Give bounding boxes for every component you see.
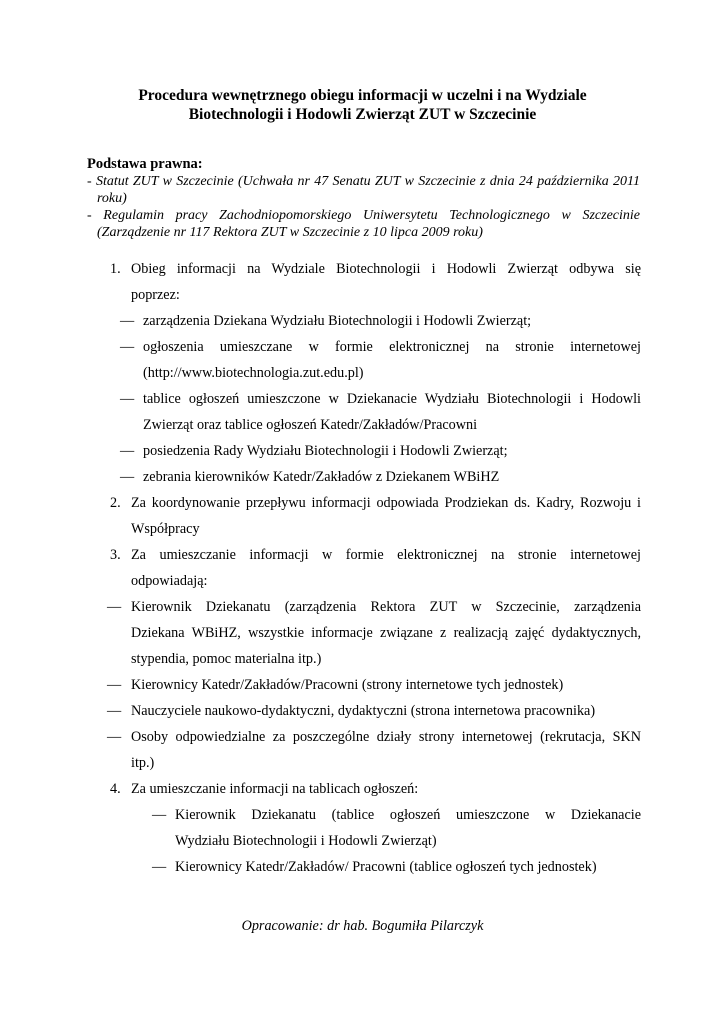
list-dash: — <box>152 859 167 875</box>
section-1-item-1: zarządzenia Dziekana Wydziału Biotechnologii i Hodowli Zwierząt; <box>143 313 532 329</box>
section-3-text-line-1: Za umieszczanie informacji w formie elektronicznej na stronie internetowej <box>131 547 641 563</box>
list-dash: — <box>120 391 135 407</box>
section-2-text-line-1: Za koordynowanie przepływu informacji odpowiada Prodziekan ds. Kadry, Rozwoju i <box>131 495 641 511</box>
section-1-item-2-line-1: ogłoszenia umieszczane w formie elektronicznej na stronie internetowej <box>143 339 641 355</box>
section-1-item-3-line-2: Zwierząt oraz tablice ogłoszeń Katedr/Zakładów/Pracowni <box>143 417 478 433</box>
title-line-1: Procedura wewnętrznego obiegu informacji w uczelni i na Wydziale <box>138 87 587 104</box>
legal-basis-heading: Podstawa prawna: <box>87 156 203 172</box>
title-line-2: Biotechnologii i Hodowli Zwierząt ZUT w Szczecinie <box>188 106 537 123</box>
section-4-number: 4. <box>110 781 121 797</box>
section-1-item-5: zebrania kierowników Katedr/Zakładów z Dziekanem WBiHZ <box>143 469 500 485</box>
section-4-item-1-line-2: Wydziału Biotechnologii i Hodowli Zwierząt) <box>175 833 437 849</box>
list-dash: — <box>107 703 122 719</box>
section-2-number: 2. <box>110 495 121 511</box>
section-3-number: 3. <box>110 547 121 563</box>
section-3-item-1-line-1: Kierownik Dziekanatu (zarządzenia Rektora ZUT w Szczecinie, zarządzenia <box>131 599 641 615</box>
section-4-item-1-line-1: Kierownik Dziekanatu (tablice ogłoszeń umieszczone w Dziekanacie <box>175 807 641 823</box>
legal-basis-item-statute: - Statut ZUT w Szczecinie (Uchwała nr 47 Senatu ZUT w Szczecinie z dnia 24 października 2011 roku) <box>87 174 640 206</box>
section-3-item-1-line-3: stypendia, pomoc materialna itp.) <box>131 651 322 667</box>
section-3-item-3: Nauczyciele naukowo-dydaktyczni, dydaktyczni (strona internetowa pracownika) <box>131 703 596 719</box>
section-1-number: 1. <box>110 261 121 277</box>
list-dash: — <box>107 677 122 693</box>
section-2-text-line-2: Współpracy <box>131 521 200 537</box>
section-1-item-4: posiedzenia Rady Wydziału Biotechnologii i Hodowli Zwierząt; <box>143 443 508 459</box>
section-1-text-line-2: poprzez: <box>131 287 180 303</box>
list-dash: — <box>107 729 122 745</box>
footer-author: Opracowanie: dr hab. Bogumiła Pilarczyk <box>241 918 484 934</box>
section-1-item-3-line-1: tablice ogłoszeń umieszczone w Dziekanacie Wydziału Biotechnologii i Hodowli <box>143 391 641 407</box>
section-3-item-4-line-2: itp.) <box>131 755 155 771</box>
legal-basis <box>87 156 640 241</box>
section-3-item-2: Kierownicy Katedr/Zakładów/Pracowni (strony internetowe tych jednostek) <box>131 677 564 693</box>
list-dash: — <box>120 469 135 485</box>
section-1-text-line-1: Obieg informacji na Wydziale Biotechnologii i Hodowli Zwierząt odbywa się <box>131 261 641 277</box>
section-3-text-line-2: odpowiadają: <box>131 573 208 589</box>
legal-basis-item-regulations: - Regulamin pracy Zachodniopomorskiego Uniwersytetu Technologicznego w Szczecinie (Zarządzenie nr 117 Rektora ZUT w Szczecinie z 10 lipca 2009 roku) <box>87 208 640 240</box>
list-dash: — <box>152 807 167 823</box>
section-3-item-1-line-2: Dziekana WBiHZ, wszystkie informacje związane z realizacją zajęć dydaktycznych, <box>131 625 641 641</box>
list-dash: — <box>120 443 135 459</box>
document-title <box>80 86 645 124</box>
list-dash: — <box>120 313 135 329</box>
list-dash: — <box>107 599 122 615</box>
section-4-text: Za umieszczanie informacji na tablicach ogłoszeń: <box>131 781 419 797</box>
section-1-item-2-line-2: (http://www.biotechnologia.zut.edu.pl) <box>143 365 364 381</box>
section-4-item-2: Kierownicy Katedr/Zakładów/ Pracowni (tablice ogłoszeń tych jednostek) <box>175 859 597 875</box>
section-3-item-4-line-1: Osoby odpowiedzialne za poszczególne działy strony internetowej (rekrutacja, SKN <box>131 729 641 745</box>
list-dash: — <box>120 339 135 355</box>
